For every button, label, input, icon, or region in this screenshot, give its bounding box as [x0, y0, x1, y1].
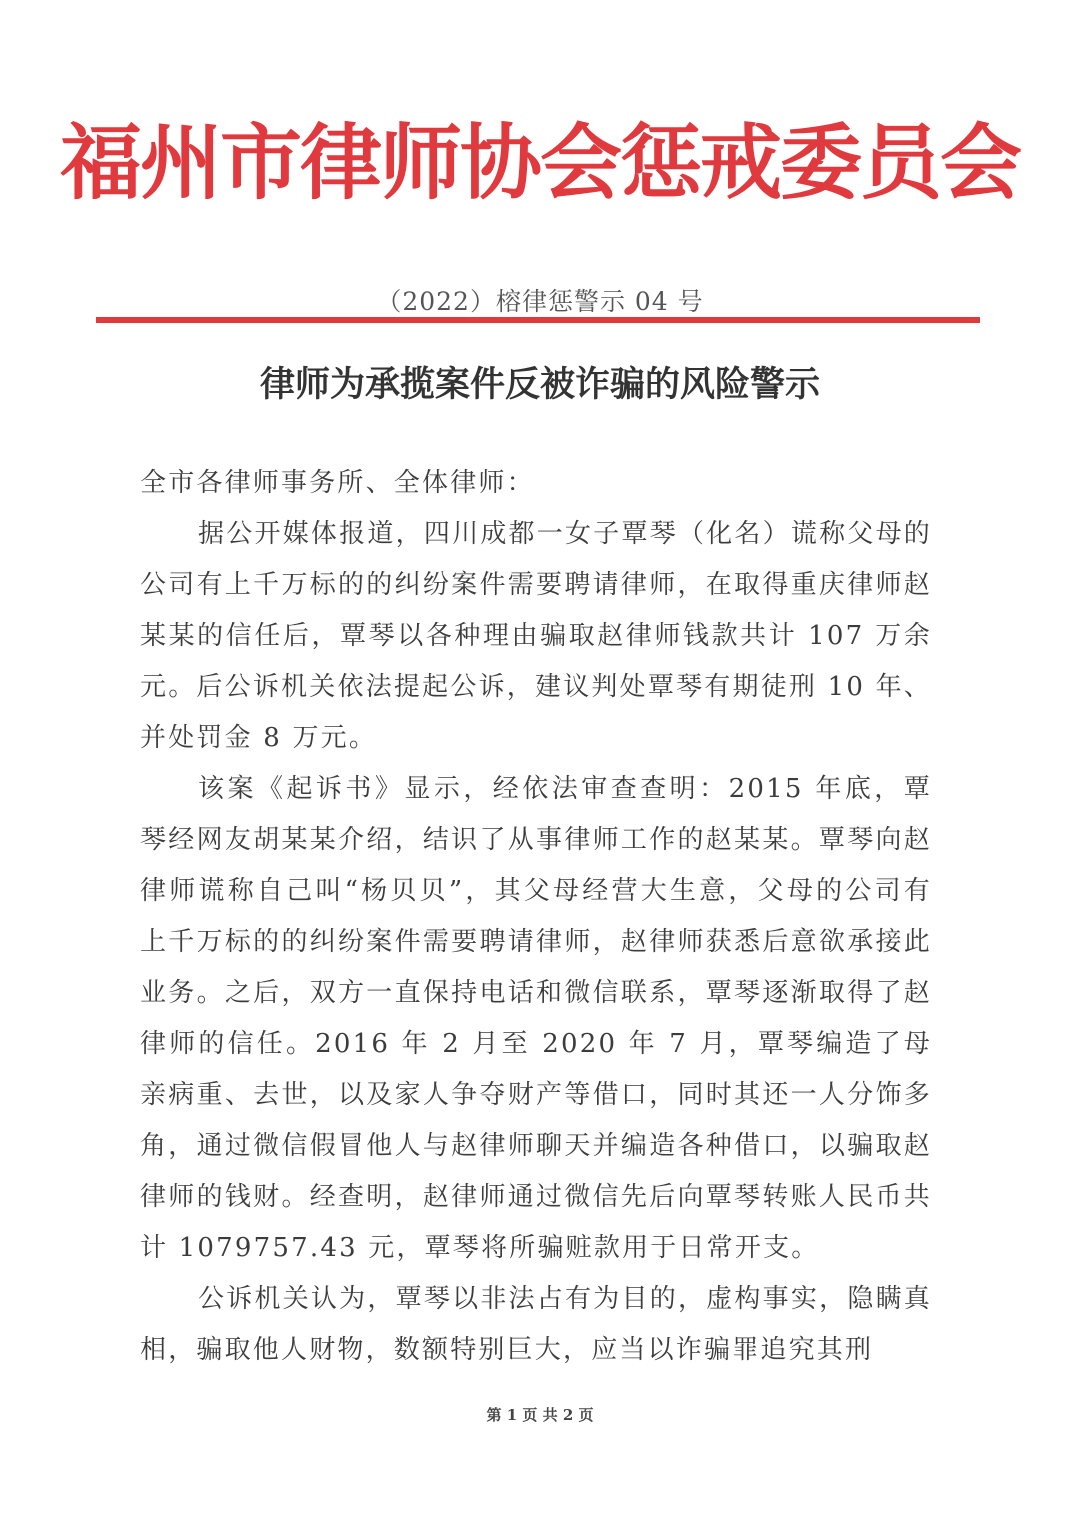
page-number-footer: 第 1 页 共 2 页 — [486, 1406, 594, 1424]
document-title: 律师为承揽案件反被诈骗的风险警示 — [259, 364, 820, 405]
salutation: 全市各律师事务所、全体律师： — [140, 468, 535, 498]
paragraph-2: 该案《起诉书》显示，经依法审查查明：2015 年底，覃琴经网友胡某某介绍，结识了从事律师工作的赵某某。覃琴向赵律师谎称自己叫“杨贝贝”，其父母经营大生意，父母的公司有上千万标的的纠纷案件需要聘请律师，赵律师获悉后意欲承接此业务。之后，双方一直保持电话和微信联系，覃琴逐渐取得了赵律师的信任。2016 年 2 月至 2020 年 7 月，覃琴编造了母亲病重、去世，以及家人争夺财产等借口，同时其还一人分饰多角，通过微信假冒他人与赵律师聊天并编造各种借口，以骗取赵律师的钱财。经查明，赵律师通过微信先后向覃琴转账人民币共计 1079757.43 元，覃琴将所骗赃款用于日常开支。 — [140, 774, 932, 1263]
document-body — [140, 458, 932, 1376]
paragraph-1: 据公开媒体报道，四川成都一女子覃琴（化名）谎称父母的公司有上千万标的的纠纷案件需要聘请律师，在取得重庆律师赵某某的信任后，覃琴以各种理由骗取赵律师钱款共计 107 万余元。后公诉机关依法提起公诉，建议判处覃琴有期徒刑 10 年、并处罚金 8 万元。 — [140, 519, 932, 753]
document-number: （2022）榕律惩警示 04 号 — [376, 287, 704, 316]
paragraph-3: 公诉机关认为，覃琴以非法占有为目的，虚构事实，隐瞒真相，骗取他人财物，数额特别巨大，应当以诈骗罪追究其刑 — [140, 1284, 932, 1365]
issuer-masthead: 福州市律师协会惩戒委员会 — [59, 115, 1020, 211]
red-divider — [96, 317, 980, 323]
